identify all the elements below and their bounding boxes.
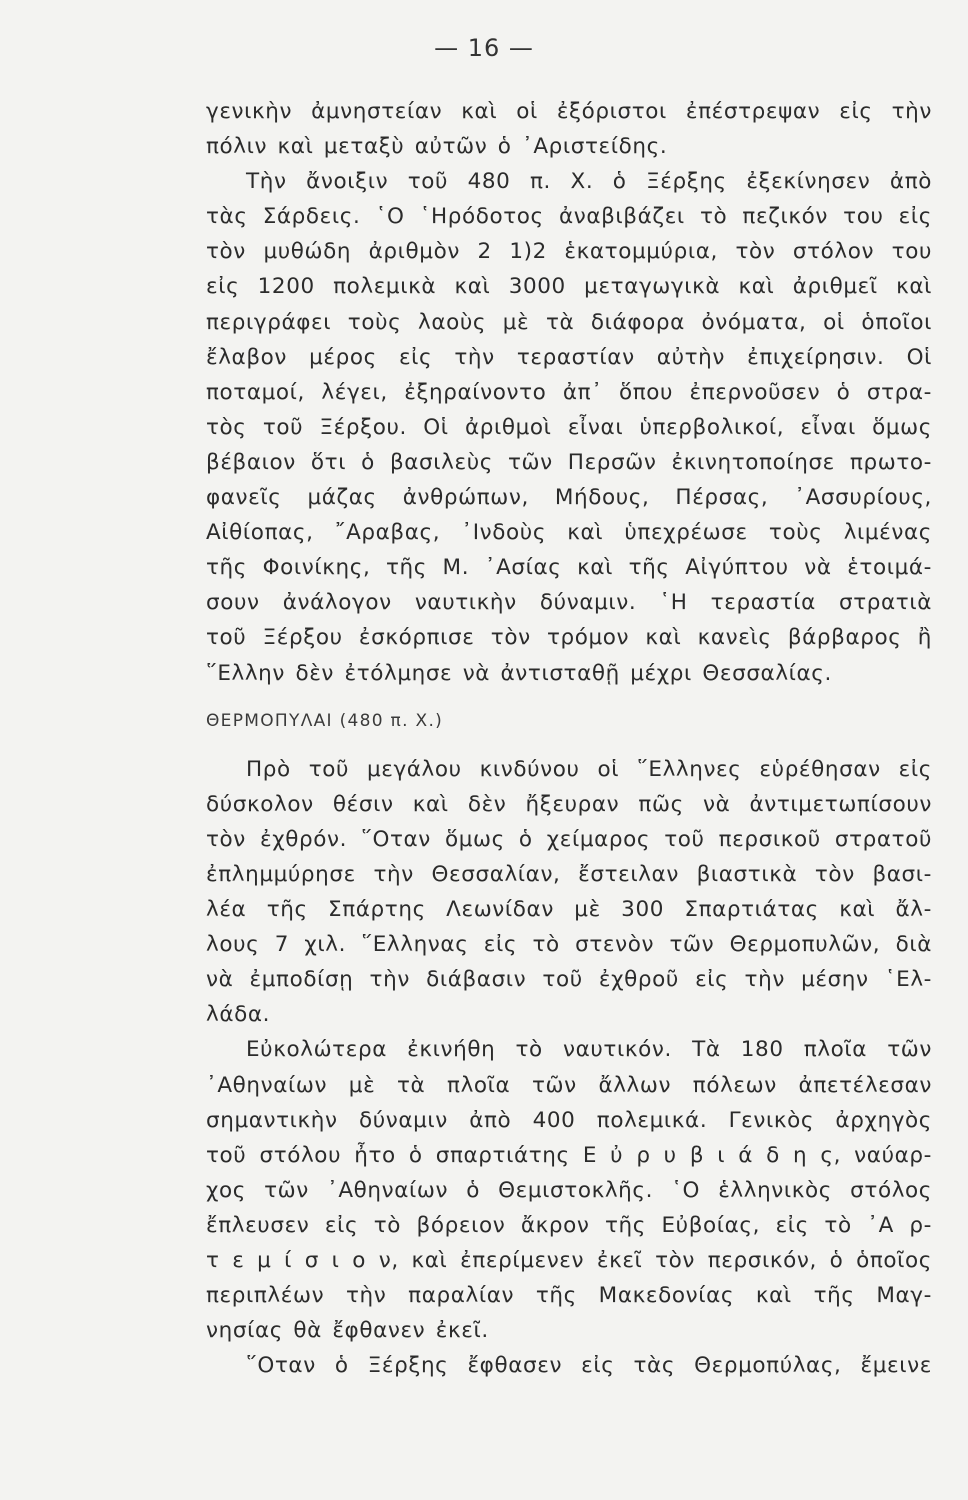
section-heading: ΘΕΡΜΟΠΥΛΑΙ (480 π. Χ.)	[206, 710, 444, 731]
text-line: σουν ἀνάλογον ναυτικὴν δύναμιν. ῾Η τεραστία στρατιὰ	[206, 590, 932, 616]
body-text	[206, 94, 932, 1383]
text-line: τοῦ Ξέρξου ἐσκόρπισε τὸν τρόμον καὶ κανεὶς βάρβαρος ἢ	[206, 625, 932, 651]
text-line: Πρὸ τοῦ μεγάλου κινδύνου οἱ ῞Ελληνες εὑρέθησαν εἰς	[246, 756, 932, 782]
text-line: ῞Οταν ὁ Ξέρξης ἔφθασεν εἰς τὰς Θερμοπύλας, ἔμεινε	[246, 1353, 932, 1379]
text-line: περιγράφει τοὺς λαοὺς μὲ τὰ διάφορα ὀνόματα, οἱ ὁποῖοι	[206, 309, 932, 335]
text-line: ἔπλευσεν εἰς τὸ βόρειον ἄκρον τῆς Εὐβοίας, εἰς τὸ ᾽Α ρ-	[206, 1212, 932, 1238]
text-line: τῆς Φοινίκης, τῆς Μ. ᾽Ασίας καὶ τῆς Αἰγύπτου νὰ ἑτοιμά-	[206, 555, 932, 581]
section-gap	[206, 691, 932, 704]
section-gap	[206, 739, 932, 752]
text-line: ἐπλημμύρησε τὴν Θεσσαλίαν, ἔστειλαν βιαστικὰ τὸν βασι-	[206, 861, 932, 887]
text-line: περιπλέων τὴν παραλίαν τῆς Μακεδονίας καὶ τῆς Μαγ-	[206, 1283, 932, 1309]
text-line: χος τῶν ᾽Αθηναίων ὁ Θεμιστοκλῆς. ῾Ο ἑλληνικὸς στόλος	[206, 1177, 932, 1203]
text-block-before-heading	[206, 94, 932, 691]
text-line: εἰς 1200 πολεμικὰ καὶ 3000 μεταγωγικὰ καὶ ἀριθμεῖ καὶ	[206, 274, 932, 300]
text-line: λέα τῆς Σπάρτης Λεωνίδαν μὲ 300 Σπαρτιάτας καὶ ἄλ-	[206, 897, 932, 923]
text-line: βέβαιον ὅτι ὁ βασιλεὺς τῶν Περσῶν ἐκινητοποίησε πρωτο-	[206, 449, 932, 475]
text-line: δύσκολον θέσιν καὶ δὲν ἤξευραν πῶς νὰ ἀντιμετωπίσουν	[206, 791, 932, 817]
text-line: Τὴν ἄνοιξιν τοῦ 480 π. Χ. ὁ Ξέρξης ἐξεκίνησεν ἀπὸ	[246, 169, 932, 195]
text-line: ἔλαβον μέρος εἰς τὴν τεραστίαν αὐτὴν ἐπιχείρησιν. Οἱ	[206, 344, 932, 370]
text-block-after-heading	[206, 752, 932, 1384]
text-line: νησίας θὰ ἔφθανεν ἐκεῖ.	[206, 1318, 489, 1344]
text-line: τοῦ στόλου ἦτο ὁ σπαρτιάτης Ε ὐ ρ υ β ι ά δ η ς, ναύαρ-	[206, 1142, 932, 1168]
text-line: τὸν μυθώδη ἀριθμὸν 2 1)2 ἑκατομμύρια, τὸν στόλον του	[206, 239, 932, 265]
text-line: πόλιν καὶ μεταξὺ αὐτῶν ὁ ᾽Αριστείδης.	[206, 134, 668, 160]
text-line: σημαντικὴν δύναμιν ἀπὸ 400 πολεμικά. Γενικὸς ἀρχηγὸς	[206, 1107, 932, 1133]
text-line: τ ε μ ί σ ι ο ν, καὶ ἐπερίμενεν ἐκεῖ τὸν περσικόν, ὁ ὁποῖος	[206, 1248, 932, 1273]
text-line: τὸς τοῦ Ξέρξου. Οἱ ἀριθμοὶ εἶναι ὑπερβολικοί, εἶναι ὅμως	[206, 414, 932, 440]
text-line: ᾽Αθηναίων μὲ τὰ πλοῖα τῶν ἄλλων πόλεων ἀπετέλεσαν	[206, 1072, 932, 1098]
text-line: λους 7 χιλ. ῞Ελληνας εἰς τὸ στενὸν τῶν Θερμοπυλῶν, διὰ	[206, 932, 932, 958]
text-line: τὸν ἐχθρόν. ῞Οταν ὅμως ὁ χείμαρος τοῦ περσικοῦ στρατοῦ	[206, 826, 932, 852]
text-line: ποταμοί, λέγει, ἐξηραίνοντο ἀπ᾽ ὅπου ἐπερνοῦσεν ὁ στρα-	[206, 379, 932, 405]
text-line: Αἰθίοπας, ῎Αραβας, ᾽Ινδοὺς καὶ ὑπεχρέωσε τοὺς λιμένας	[206, 520, 932, 546]
text-line: λάδα.	[206, 1002, 271, 1028]
text-line: ῞Ελλην δὲν ἐτόλμησε νὰ ἀντισταθῇ μέχρι Θεσσαλίας.	[206, 660, 832, 686]
text-line: Εὐκολώτερα ἐκινήθη τὸ ναυτικόν. Τὰ 180 πλοῖα τῶν	[246, 1037, 932, 1063]
text-line: τὰς Σάρδεις. ῾Ο ῾Ηρόδοτος ἀναβιβάζει τὸ πεζικόν του εἰς	[206, 204, 932, 230]
text-line: φανεῖς μάζας ἀνθρώπων, Μήδους, Πέρσας, ᾽Ασσυρίους,	[206, 485, 932, 511]
page-number: — 16 —	[434, 34, 534, 62]
text-line: γενικὴν ἀμνηστείαν καὶ οἱ ἐξόριστοι ἐπέστρεψαν εἰς τὴν	[206, 99, 932, 124]
text-line: νὰ ἐμποδίσῃ τὴν διάβασιν τοῦ ἐχθροῦ εἰς τὴν μέσην ῾Ελ-	[206, 967, 932, 993]
